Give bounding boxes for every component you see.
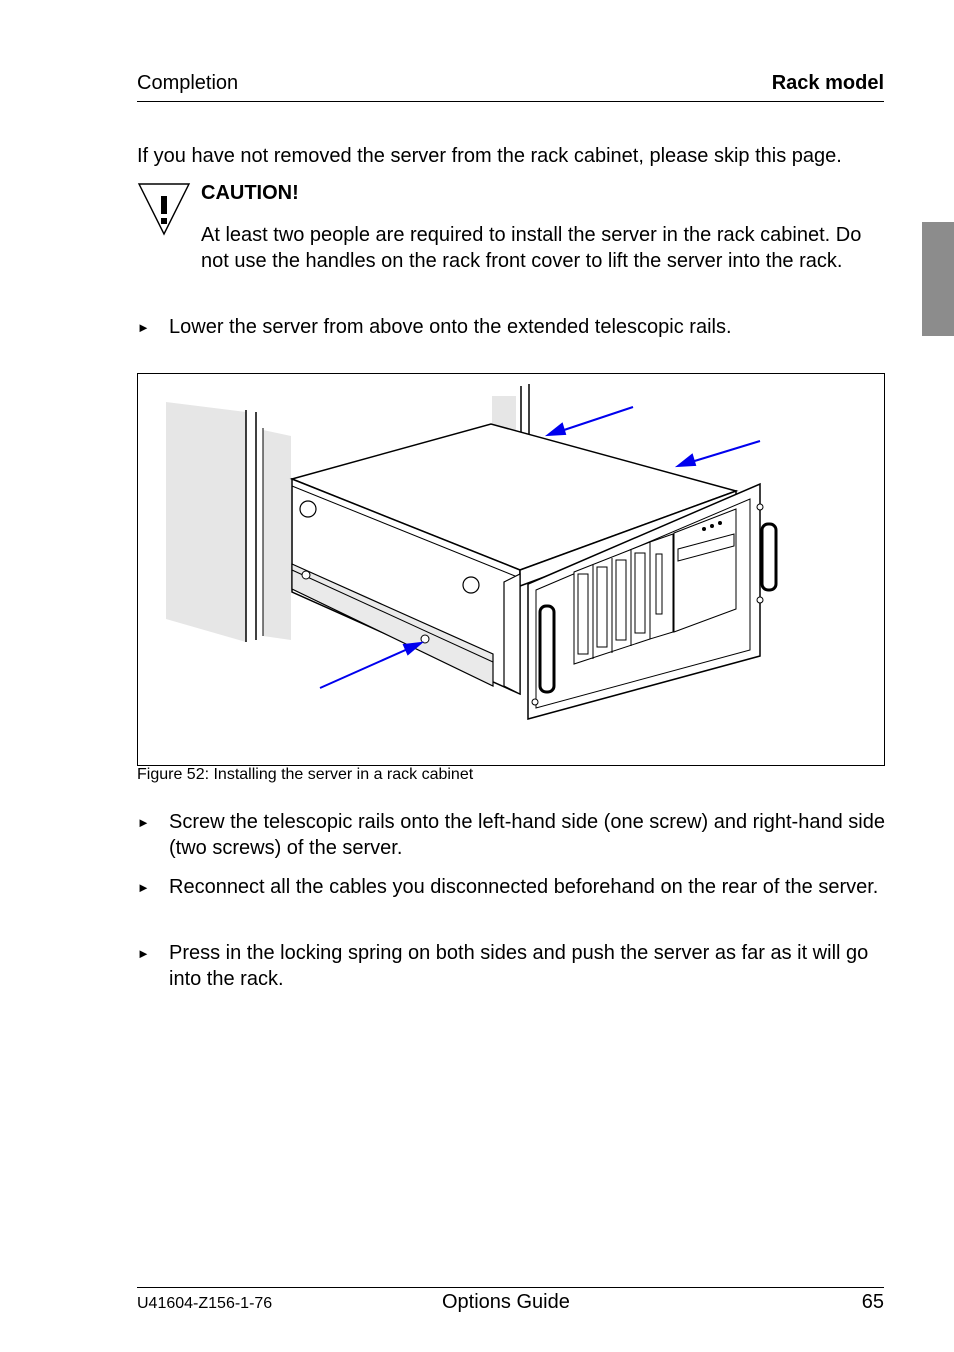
intro-paragraph: If you have not removed the server from the rack cabinet, please skip this page. [137,145,842,167]
step-item [137,314,887,340]
step-text: Press in the locking spring on both sides and push the server as far as it will go into the rack. [169,942,869,990]
step-text: Reconnect all the cables you disconnected beforehand on the rear of the server. [169,876,879,898]
bullet-arrow-icon: ► [137,320,150,335]
figure-server-rack [137,373,885,766]
bullet-arrow-icon: ► [137,880,150,895]
step-text: Screw the telescopic rails onto the left-hand side (one screw) and right-hand side (two screws) of the server. [169,811,885,859]
figure-caption: Figure 52: Installing the server in a rack cabinet [137,766,474,783]
footer-title: Options Guide [442,1291,570,1313]
footer-doc-id: U41604-Z156-1-76 [137,1295,273,1312]
caution-title: CAUTION! [201,182,299,204]
page-number: 65 [861,1291,884,1313]
step-item [137,940,887,992]
server-rack-illustration [138,374,884,765]
chapter-tab [922,222,954,336]
bullet-arrow-icon: ► [137,946,150,961]
header-chapter: Rack model [771,72,884,94]
step-item [137,874,887,900]
footer-rule [137,1287,884,1288]
caution-text: At least two people are required to install the server in the rack cabinet. Do not use the handles on the rack front cover to lift the server into the rack. [201,224,862,272]
step-item [137,809,887,861]
warning-v-icon [137,182,191,236]
header-rule [137,101,884,102]
step-text: Lower the server from above onto the extended telescopic rails. [169,316,732,338]
header-section: Completion [137,72,239,94]
bullet-arrow-icon: ► [137,815,150,830]
